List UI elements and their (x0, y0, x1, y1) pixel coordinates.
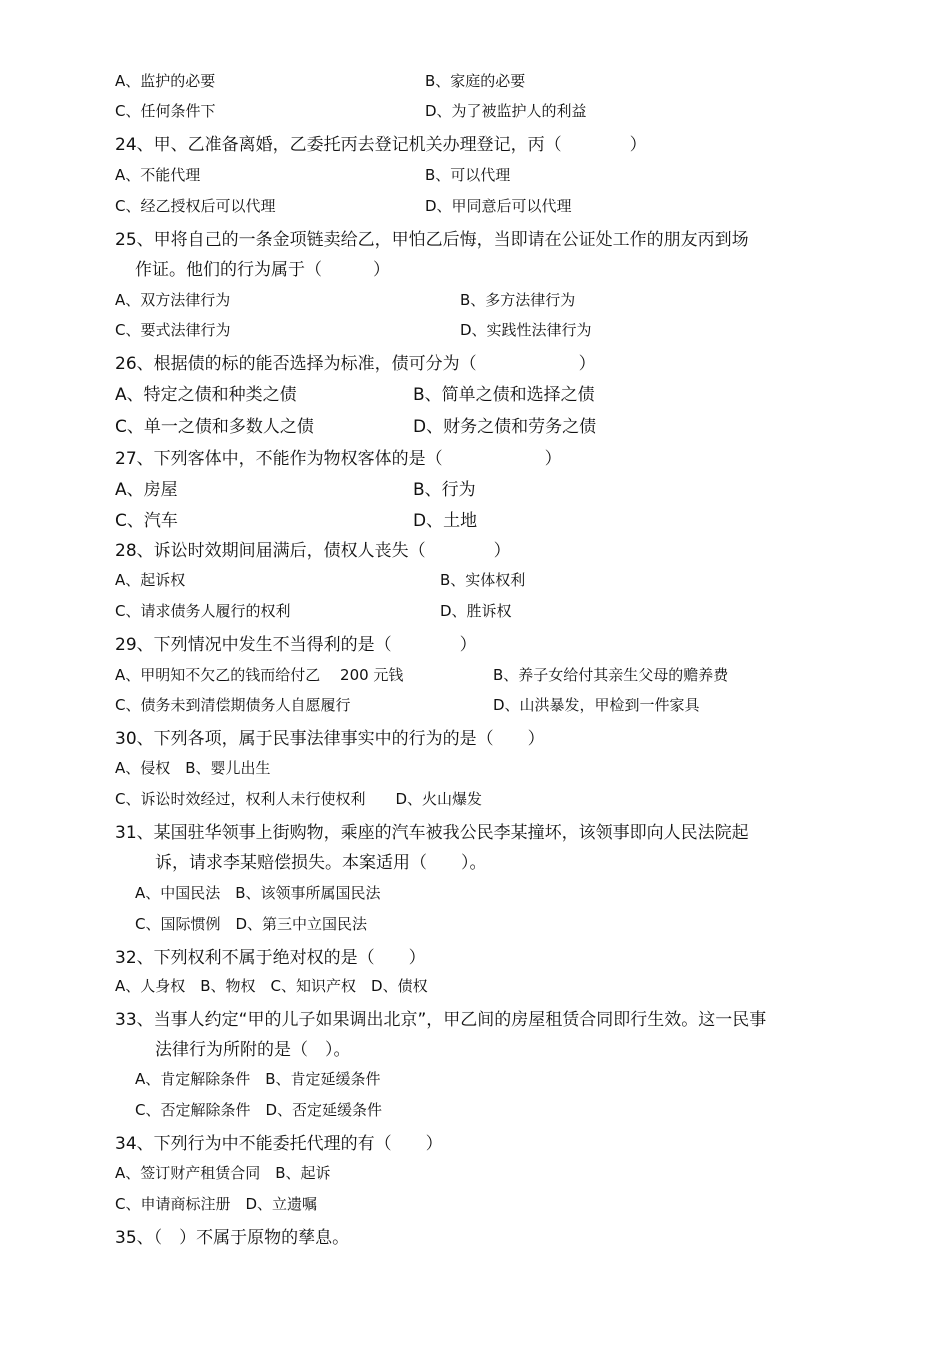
option-line: D、甲同意后可以代理 (425, 197, 572, 215)
question-line: 作证。他们的行为属于（ ） (135, 260, 390, 280)
option-line: C、申请商标注册 D、立遗嘱 (115, 1195, 318, 1213)
question-line: 24、甲、乙准备离婚，乙委托丙去登记机关办理登记，丙（ ） (115, 135, 647, 155)
question-line: 35、（ ）不属于原物的孳息。 (115, 1228, 350, 1248)
question-line: 29、下列情况中发生不当得利的是（ ） (115, 635, 477, 655)
option-line: A、甲明知不欠乙的钱而给付乙 200 元钱 (115, 666, 404, 684)
option-line: C、诉讼时效经过，权利人未行使权利 D、火山爆发 (115, 790, 483, 808)
question-line: A、房屋 (115, 480, 178, 500)
option-line: C、债务未到清偿期债务人自愿履行 (115, 696, 351, 714)
option-line: A、不能代理 (115, 166, 201, 184)
option-line: B、可以代理 (425, 166, 511, 184)
option-line: B、多方法律行为 (460, 291, 576, 309)
option-line: D、为了被监护人的利益 (425, 102, 587, 120)
option-line: A、监护的必要 (115, 72, 216, 90)
option-line: C、经乙授权后可以代理 (115, 197, 276, 215)
question-line: 33、当事人约定“甲的儿子如果调出北京”，甲乙间的房屋租赁合同即行生效。这一民事 (115, 1010, 767, 1030)
question-line: 34、下列行为中不能委托代理的有（ ） (115, 1134, 443, 1154)
question-line: B、简单之债和选择之债 (413, 385, 595, 405)
option-line: A、肯定解除条件 B、肯定延缓条件 (135, 1070, 381, 1088)
question-line: 31、某国驻华领事上街购物，乘座的汽车被我公民李某撞坏，该领事即向人民法院起 (115, 823, 749, 843)
question-line: B、行为 (413, 480, 476, 500)
option-line: A、双方法律行为 (115, 291, 231, 309)
question-line: D、土地 (413, 511, 478, 531)
option-line: D、胜诉权 (440, 602, 512, 620)
option-line: B、家庭的必要 (425, 72, 526, 90)
option-line: A、签订财产租赁合同 B、起诉 (115, 1164, 331, 1182)
option-line: A、起诉权 (115, 571, 186, 589)
option-line: B、养子女给付其亲生父母的赡养费 (493, 666, 729, 684)
option-line: D、山洪暴发，甲检到一件家具 (493, 696, 700, 714)
option-line: B、实体权利 (440, 571, 526, 589)
question-line: 25、甲将自己的一条金项链卖给乙，甲怕乙后悔，当即请在公证处工作的朋友丙到场 (115, 230, 749, 250)
option-line: A、中国民法 B、该领事所属国民法 (135, 884, 381, 902)
option-line: C、国际惯例 D、第三中立国民法 (135, 915, 368, 933)
question-line: 28、诉讼时效期间届满后，债权人丧失（ ） (115, 541, 511, 561)
question-line: 26、根据债的标的能否选择为标准，债可分为（ ） (115, 354, 596, 374)
option-line: C、任何条件下 (115, 102, 216, 120)
option-line: D、实践性法律行为 (460, 321, 592, 339)
option-line: C、要式法律行为 (115, 321, 231, 339)
option-line: C、否定解除条件 D、否定延缓条件 (135, 1101, 383, 1119)
question-line: C、汽车 (115, 511, 178, 531)
option-line: A、侵权 B、婴儿出生 (115, 759, 271, 777)
option-line: C、请求债务人履行的权利 (115, 602, 291, 620)
question-line: A、特定之债和种类之债 (115, 385, 297, 405)
question-line: 法律行为所附的是（ ）。 (155, 1040, 351, 1060)
question-line: 32、下列权利不属于绝对权的是（ ） (115, 948, 426, 968)
question-line: C、单一之债和多数人之债 (115, 417, 314, 437)
question-line: 27、下列客体中，不能作为物权客体的是（ ） (115, 449, 562, 469)
question-line: D、财务之债和劳务之债 (413, 417, 597, 437)
option-line: A、人身权 B、物权 C、知识产权 D、债权 (115, 977, 428, 995)
question-line: 诉，请求李某赔偿损失。本案适用（ ）。 (155, 853, 487, 873)
question-line: 30、下列各项，属于民事法律事实中的行为的是（ ） (115, 729, 545, 749)
